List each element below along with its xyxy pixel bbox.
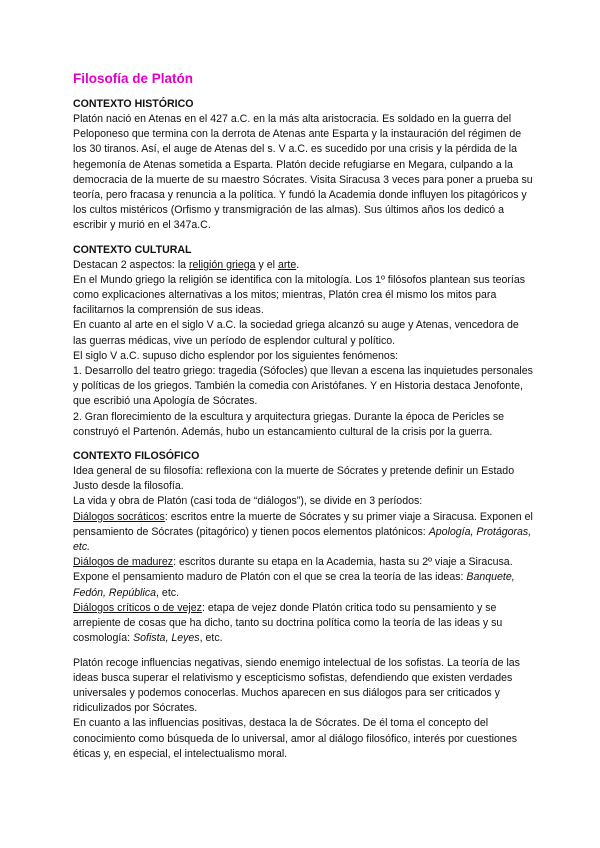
- document-content: [73, 70, 535, 771]
- text-run: , etc.: [156, 586, 180, 599]
- works-list: Apología, Protágoras, etc.: [73, 525, 532, 554]
- section-heading: CONTEXTO FILOSÓFICO: [73, 450, 200, 463]
- paragraph: El siglo V a.C. supuso dicho esplendor por los siguientes fenómenos:: [73, 349, 399, 362]
- underlined-term: religión griega: [189, 258, 256, 271]
- paragraph: En el Mundo griego la religión se identifica con la mitología. Los 1º filósofos plantean sus teorías como explicaciones alternativas a los mitos; mientras, Platón crea él mismo los mitos para facilitarnos la comprensión de sus ideas.: [73, 273, 526, 317]
- text-run: : escritos durante su etapa en la Academia, hasta su 2º viaje a Siracusa. Expone el pensamiento maduro de Platón con el que se crea la teoría de las ideas:: [73, 556, 513, 584]
- works-list: Banquete, Fedón, República: [73, 571, 515, 599]
- paragraph: Platón recoge influencias negativas, siendo enemigo intelectual de los sofistas. La teoría de las ideas busca superar el relativismo y escepticismo sofistas, defendiendo que existen verdades universales y podemos conocerlas. Muchos aparecen en sus diálogos para ser criticados y ridiculizados por Sócrates.: [73, 656, 520, 715]
- paragraph: En cuanto a las influencias positivas, destaca la de Sócrates. De él toma el concepto del conocimiento como búsqueda de lo universal, amor al diálogo filosófico, interés por cuestiones éticas y, en especial, el intelectualismo moral.: [73, 717, 518, 760]
- section-heading: CONTEXTO CULTURAL: [73, 243, 192, 256]
- document-title: Filosofía de Platón: [73, 71, 194, 86]
- dialogue-period: [73, 601, 535, 647]
- text-run: .: [296, 258, 300, 271]
- paragraph: En cuanto al arte en el siglo V a.C. la sociedad griega alcanzó su auge y Atenas, vencedora de las guerras médicas, vive un período de esplendor cultural y político.: [73, 319, 519, 347]
- works-list: Sofista, Leyes: [133, 632, 200, 645]
- section-cultural-context: [73, 243, 535, 440]
- period-label: Diálogos socráticos: [73, 510, 165, 523]
- period-label: Diálogos críticos o de vejez: [73, 601, 202, 614]
- text-run: : etapa de vejez donde Platón critica todo su pensamiento y se arrepiente de cosas que ha dicho, tanto su doctrina política como la teoría de las ideas y su cosmología:: [73, 601, 503, 645]
- dialogue-period: [73, 510, 535, 556]
- text-run: y el: [255, 258, 278, 271]
- paragraph: [73, 258, 535, 273]
- text-run: Destacan 2 aspectos: la: [73, 258, 190, 271]
- list-item: 2. Gran florecimiento de la escultura y arquitectura griegas. Durante la época de Pericles se construyó el Partenón. Además, hubo un estancamiento cultural de la crisis por la guerra.: [73, 410, 505, 438]
- paragraph-gap: [73, 647, 535, 656]
- text-run: , etc.: [199, 632, 223, 645]
- paragraph: La vida y obra de Platón (casi toda de “diálogos”), se divide en 3 períodos:: [73, 495, 423, 508]
- paragraph: Platón nació en Atenas en el 427 a.C. en la más alta aristocracia. Es soldado en la guerra del Peloponeso que termina con la derrota de Atenas ante Esparta y la instauración del régimen de los 30 tiranos. Así, el auge de Atenas del s. V a.C. es sucedido por una crisis y la pérdida de la hegemonía de Atenas sometida a Esparta. Platón decide refugiarse en Megara, culpando a la democracia de la muerte de su maestro Sócrates. Visita Siracusa 3 veces para poner a prueba su teoría, pero fracasa y renuncia a la política. Y fundó la Academia donde influyen los pitagóricos y los cultos mistéricos (Orfismo y transmigración de las almas). Sus últimos años los dedicó a escribir y murió en el 347a.C.: [73, 113, 533, 232]
- underlined-term: arte: [277, 258, 297, 271]
- text-run: : escritos entre la muerte de Sócrates y su primer viaje a Siracusa. Exponen el pensamiento de Sócrates (pitagórico) y tienen pocos elementos platónicos:: [73, 510, 533, 538]
- paragraph: Idea general de su filosofía: reflexiona con la muerte de Sócrates y pretende definir un Estado Justo desde la filosofía.: [73, 465, 515, 493]
- section-heading: CONTEXTO HISTÓRICO: [73, 98, 194, 110]
- period-label: Diálogos de madurez: [73, 556, 174, 569]
- section-historical-context: [73, 97, 535, 234]
- dialogue-period: [73, 555, 535, 601]
- section-philosophical-context: [73, 449, 535, 762]
- list-item: 1. Desarrollo del teatro griego: tragedia (Sófocles) que llevan a escena las inquietudes personales y políticas de los griegos. También la comedia con Aristófanes. Y en Historia destaca Jenofonte, que escribió una Apología de Sócrates.: [73, 365, 533, 408]
